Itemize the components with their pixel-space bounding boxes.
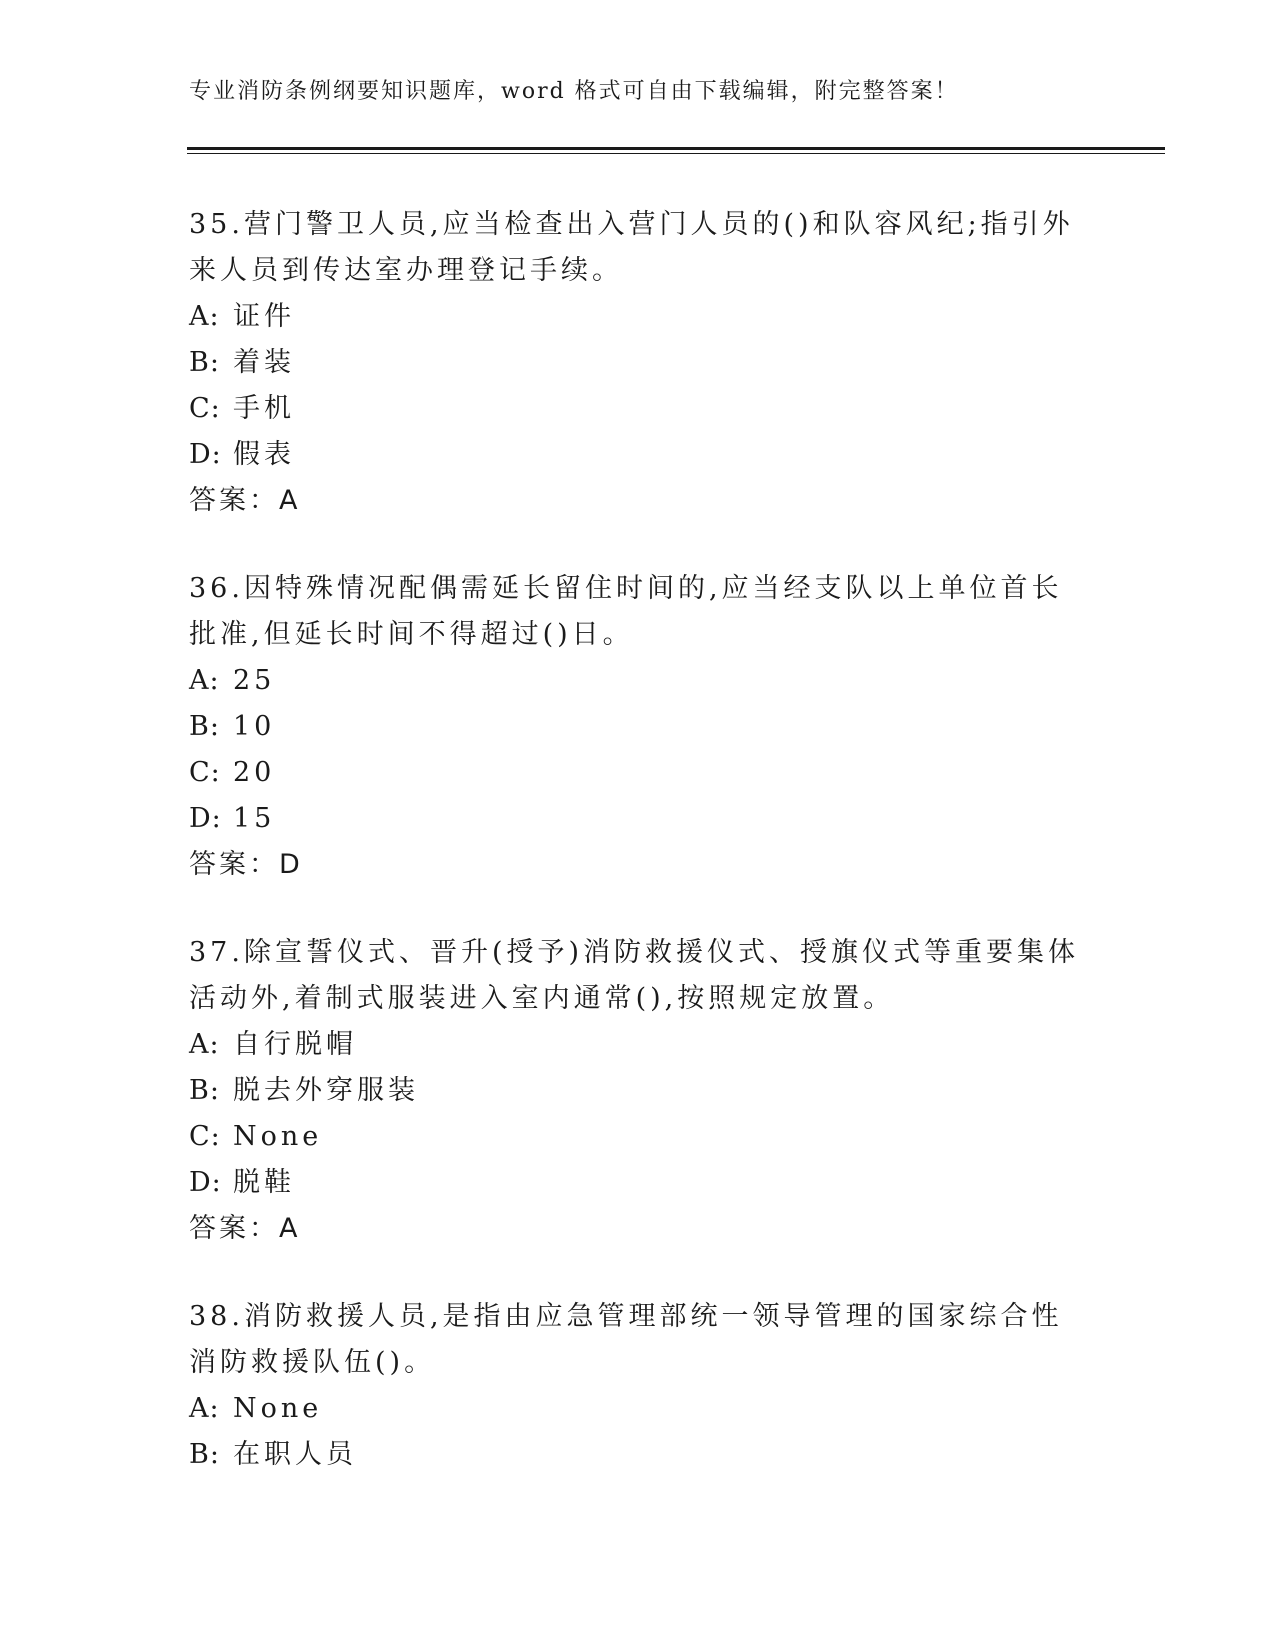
header-rule-thick — [187, 147, 1165, 150]
option-c — [189, 1114, 1089, 1160]
option-c — [189, 750, 1089, 796]
option-letter: B: — [189, 1075, 220, 1106]
question-text: 38.消防救援人员,是指由应急管理部统一领导管理的国家综合性消防救援队伍()。 — [189, 1301, 1063, 1378]
option-a — [189, 1022, 1089, 1068]
option-b — [189, 704, 1089, 750]
question-36 — [189, 566, 1089, 888]
page-header: 专业消防条例纲要知识题库，word 格式可自由下载编辑，附完整答案！ — [189, 79, 959, 104]
option-text: 证件 — [233, 301, 295, 332]
option-text: 15 — [233, 803, 276, 834]
answer: 答案：A — [189, 485, 301, 516]
option-text: 假表 — [233, 439, 295, 470]
question-text: 37.除宣誓仪式、晋升(授予)消防救援仪式、授旗仪式等重要集体活动外,着制式服装进入室内通常(),按照规定放置。 — [189, 937, 1080, 1014]
option-text: 脱鞋 — [233, 1167, 295, 1198]
question-37 — [189, 930, 1089, 1252]
option-a — [189, 658, 1089, 704]
option-letter: A: — [189, 301, 220, 332]
option-text: 脱去外穿服装 — [233, 1075, 419, 1106]
option-text: 自行脱帽 — [233, 1029, 357, 1060]
option-letter: C: — [189, 393, 221, 424]
option-text: 手机 — [233, 393, 295, 424]
option-text: 10 — [233, 711, 276, 742]
option-a — [189, 294, 1089, 340]
answer: 答案：A — [189, 1213, 301, 1244]
option-b — [189, 1432, 1089, 1478]
header-rule-thin — [187, 153, 1165, 154]
option-letter: A: — [189, 1393, 220, 1424]
option-text: 20 — [233, 757, 276, 788]
option-text: None — [233, 1121, 323, 1152]
option-letter: D: — [189, 803, 222, 834]
option-letter: C: — [189, 757, 221, 788]
option-letter: C: — [189, 1121, 221, 1152]
option-letter: B: — [189, 1439, 220, 1470]
option-text: 着装 — [233, 347, 295, 378]
answer: 答案：D — [189, 849, 303, 880]
option-d — [189, 796, 1089, 842]
question-list — [189, 202, 1089, 1520]
option-letter: D: — [189, 1167, 222, 1198]
option-text: None — [233, 1393, 323, 1424]
question-text: 35.营门警卫人员,应当检查出入营门人员的()和队容风纪;指引外来人员到传达室办理登记手续。 — [189, 209, 1074, 286]
question-text: 36.因特殊情况配偶需延长留住时间的,应当经支队以上单位首长批准,但延长时间不得超过()日。 — [189, 573, 1063, 650]
option-letter: B: — [189, 347, 220, 378]
option-text: 在职人员 — [233, 1439, 357, 1470]
option-b — [189, 340, 1089, 386]
option-b — [189, 1068, 1089, 1114]
question-35 — [189, 202, 1089, 524]
option-text: 25 — [233, 665, 276, 696]
option-c — [189, 386, 1089, 432]
option-letter: D: — [189, 439, 222, 470]
option-letter: B: — [189, 711, 220, 742]
option-d — [189, 432, 1089, 478]
question-38 — [189, 1294, 1089, 1478]
option-d — [189, 1160, 1089, 1206]
option-a — [189, 1386, 1089, 1432]
option-letter: A: — [189, 665, 220, 696]
option-letter: A: — [189, 1029, 220, 1060]
